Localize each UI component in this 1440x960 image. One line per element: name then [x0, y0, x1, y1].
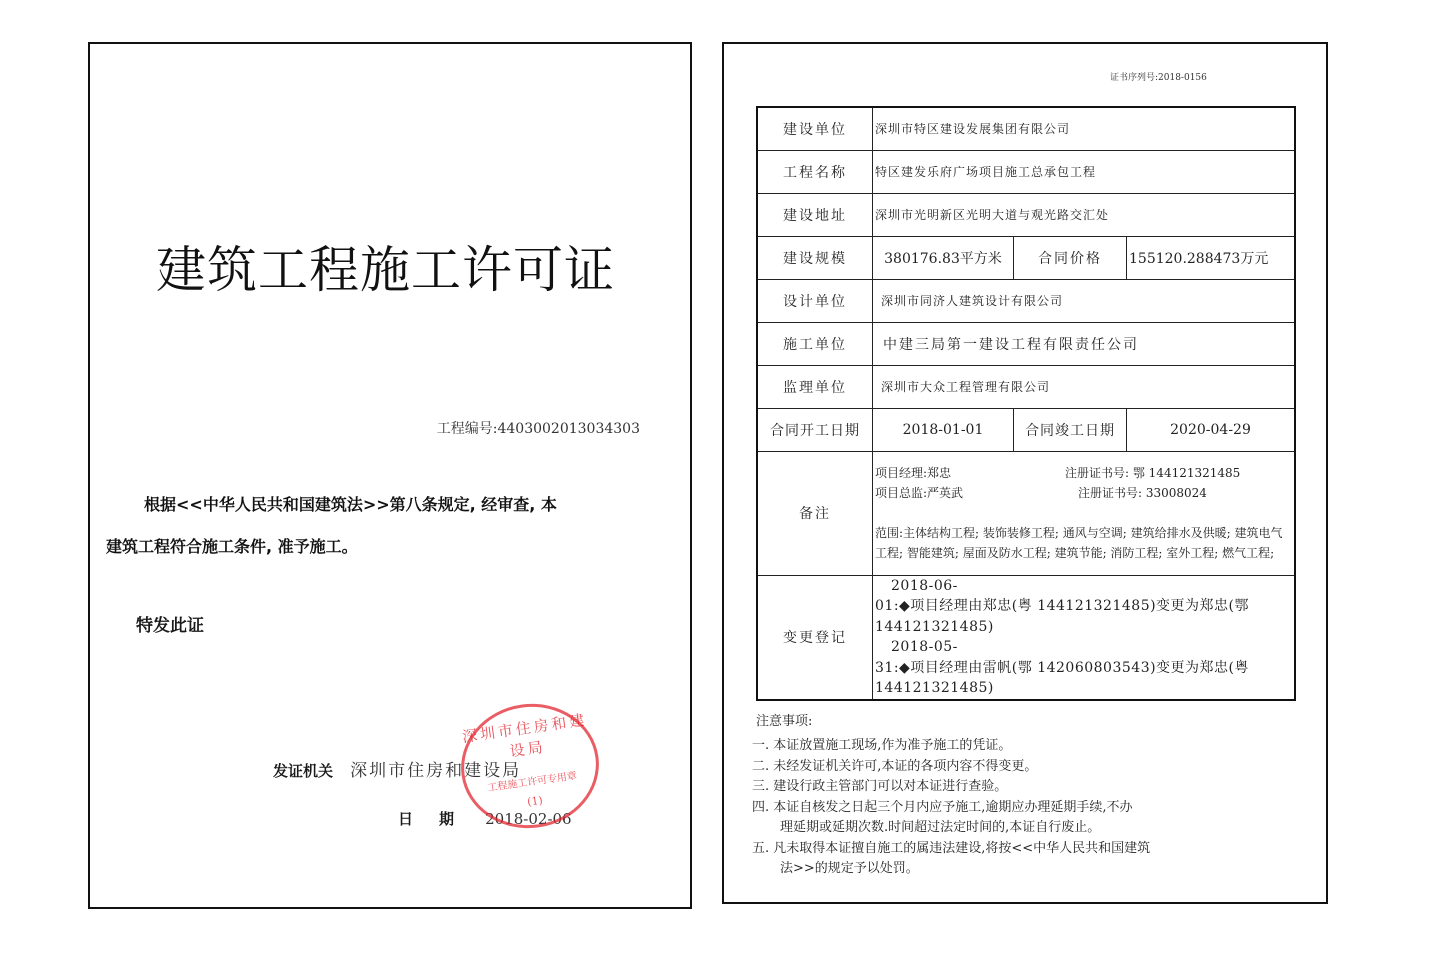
permit-title: 建筑工程施工许可证: [156, 241, 615, 299]
project-name-label: 工程名称: [757, 150, 873, 193]
note-item: 二. 未经发证机关许可,本证的各项内容不得变更。: [752, 758, 1038, 774]
manager-line: [875, 463, 1292, 483]
project-number: 工程编号:4403002013034303: [436, 421, 640, 437]
table-row: [757, 322, 1295, 365]
table-row: [757, 408, 1295, 451]
supervision-unit-value: 深圳市大众工程管理有限公司: [873, 365, 1296, 408]
official-seal-stamp-icon: [453, 695, 607, 837]
change-1-text: 01:◆项目经理由郑忠(粤 144121321485)变更为郑忠(鄂: [875, 598, 1250, 614]
table-row: [757, 236, 1295, 279]
project-supervisor: 项目总监:严英武: [875, 486, 964, 500]
remarks-label: 备注: [757, 451, 873, 575]
start-date-value: 2018-01-01: [873, 408, 1014, 451]
table-row: [757, 365, 1295, 408]
supervision-unit-label: 监理单位: [757, 365, 873, 408]
change-1-tail: 144121321485): [875, 618, 994, 635]
notes-section: [752, 710, 1212, 880]
notes-heading: 注意事项:: [756, 714, 813, 729]
table-row: [757, 575, 1295, 700]
design-unit-label: 设计单位: [757, 279, 873, 322]
construction-company-label: 施工单位: [757, 322, 873, 365]
end-date-label: 合同竣工日期: [1014, 408, 1127, 451]
supervisor-line: [875, 483, 1292, 503]
date-label: 日期: [398, 810, 481, 828]
design-unit-value: 深圳市同济人建筑设计有限公司: [873, 279, 1296, 322]
manager-cert: 注册证书号: 鄂 144121321485: [1065, 466, 1241, 480]
start-date-label: 合同开工日期: [757, 408, 873, 451]
change-1-date: 2018-06-: [891, 577, 958, 594]
construction-unit-value: 深圳市特区建设发展集团有限公司: [873, 107, 1296, 150]
seal-bottom-text: (1): [526, 793, 544, 809]
seal-inner-text: 工程施工许可专用章: [486, 770, 578, 795]
issuer-value: 深圳市住房和建设局: [350, 761, 522, 781]
note-item: 三. 建设行政主管部门可以对本证进行查验。: [752, 779, 1008, 794]
change-2-date: 2018-05-: [891, 639, 958, 655]
project-manager: 项目经理:郑忠: [875, 466, 952, 480]
contract-price-value: 155120.288473万元: [1127, 236, 1296, 279]
scope-text: 范围:主体结构工程; 装饰装修工程; 通风与空调; 建筑给排水及供暖; 建筑电气工程; 智能建筑; 屋面及防水工程; 建筑节能; 消防工程; 室外工程; 燃气工程;: [875, 526, 1283, 560]
project-name-value: 特区建发乐府广场项目施工总承包工程: [873, 150, 1296, 193]
table-row: [757, 279, 1295, 322]
date-value: 2018-02-06: [485, 810, 572, 828]
issuer-label: 发证机关: [273, 762, 334, 780]
construction-company-value: 中建三局第一建设工程有限责任公司: [873, 322, 1296, 365]
scale-label: 建设规模: [757, 236, 873, 279]
statement-line-2: 建筑工程符合施工条件, 准予施工。: [106, 537, 358, 556]
serial-number: 证书序列号:2018-0156: [1110, 73, 1207, 83]
note-item-continued: 法>>的规定予以处罚。: [780, 861, 919, 876]
table-row: [757, 150, 1295, 193]
note-item: 四. 本证自核发之日起三个月内应予施工,逾期应办理延期手续,不办: [752, 799, 1133, 815]
change-2-tail: 144121321485): [875, 680, 994, 696]
note-item: 五. 凡未取得本证擅自施工的属违法建设,将按<<中华人民共和国建筑: [752, 840, 1151, 856]
construction-unit-label: 建设单位: [757, 107, 873, 150]
permit-info-table: [756, 106, 1296, 701]
table-row: [757, 451, 1295, 575]
note-item-continued: 理延期或延期次数.时间超过法定时间的,本证自行废止。: [780, 820, 1101, 835]
changes-label: 变更登记: [757, 575, 873, 700]
changes-value: [873, 575, 1296, 700]
permit-details-page: [722, 42, 1328, 904]
special-issue-text: 特发此证: [136, 616, 204, 636]
change-2-text: 31:◆项目经理由雷帆(鄂 142060803543)变更为郑忠(粤: [875, 659, 1250, 676]
table-row: [757, 193, 1295, 236]
note-item: 一. 本证放置施工现场,作为准予施工的凭证。: [752, 738, 1012, 753]
scale-value: 380176.83平方米: [873, 236, 1014, 279]
address-value: 深圳市光明新区光明大道与观光路交汇处: [873, 193, 1296, 236]
contract-price-label: 合同价格: [1014, 236, 1127, 279]
supervisor-cert: 注册证书号: 33008024: [1078, 486, 1207, 500]
end-date-value: 2020-04-29: [1127, 408, 1296, 451]
permit-statement: [106, 484, 606, 568]
statement-line-1: 根据<<中华人民共和国建筑法>>第八条规定, 经审查, 本: [144, 495, 557, 514]
address-label: 建设地址: [757, 193, 873, 236]
remarks-value: [873, 451, 1296, 575]
seal-ring-text: 深圳市住房和建设局: [461, 710, 589, 761]
permit-cover-page: [88, 42, 692, 909]
table-row: [757, 107, 1295, 150]
